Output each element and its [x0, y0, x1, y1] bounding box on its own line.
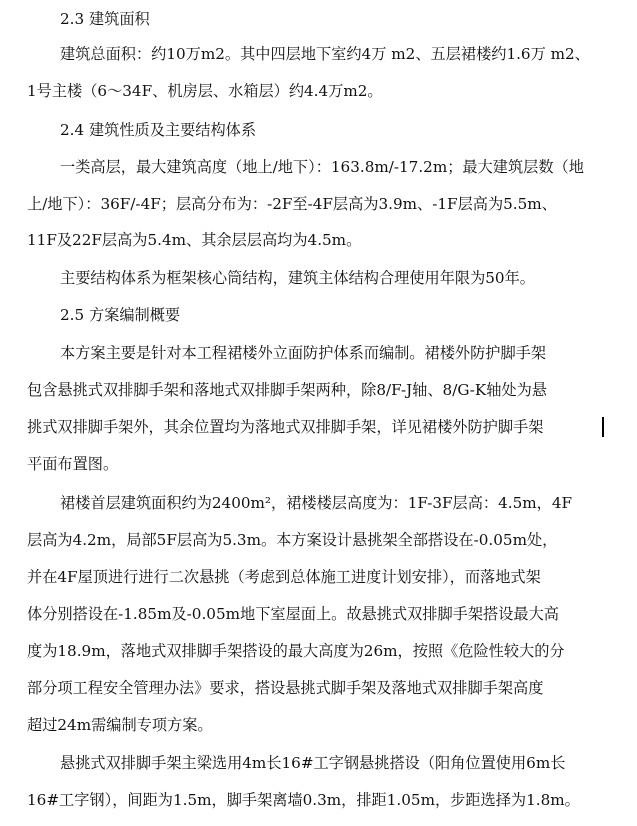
text-cursor	[602, 417, 604, 437]
paragraph-line: 11F及22F层高为5.4m、其余层层高均为4.5m。	[27, 231, 362, 249]
paragraph-line: 平面布置图。	[27, 455, 119, 473]
paragraph-line: 度为18.9m，落地式双排脚手架搭设的最大高度为26m，按照《危险性较大的分	[27, 642, 565, 660]
paragraph-line: 层高为4.2m，局部5F层高为5.3m。本方案设计悬挑架全部搭设在-0.05m处，	[27, 531, 558, 549]
paragraph-line: 主要结构体系为框架核心筒结构，建筑主体结构合理使用年限为50年。	[60, 269, 535, 287]
paragraph-line: 1号主楼（6～34F、机房层、水箱层）约4.4万m2。	[27, 82, 383, 100]
paragraph-line: 部分项工程安全管理办法》要求，搭设悬挑式脚手架及落地式双排脚手架高度	[27, 679, 544, 697]
paragraph-line: 悬挑式双排脚手架主梁选用4m长16#工字钢悬挑搭设（阳角位置使用6m长	[60, 754, 566, 772]
paragraph-line: 体分别搭设在-1.85m及-0.05m地下室屋面上。故悬挑式双排脚手架搭设最大高	[27, 605, 559, 623]
paragraph-line: 裙楼首层建筑面积约为2400m²，裙楼楼层高度为：1F-3F层高：4.5m，4F	[60, 494, 573, 512]
paragraph-line: 挑式双排脚手架外，其余位置均为落地式双排脚手架，详见裙楼外防护脚手架	[27, 418, 544, 436]
paragraph-line: 上/地下）：36F/-4F；层高分布为：-2F至-4F层高为3.9m、-1F层高为5.5m、	[27, 195, 557, 213]
paragraph-line: 本方案主要是针对本工程裙楼外立面防护体系而编制。裙楼外防护脚手架	[60, 344, 546, 362]
paragraph-line: 建筑总面积：约10万m2。其中四层地下室约4万 m2、五层裙楼约1.6万 m2、	[60, 45, 590, 63]
section-2-5-heading: 2.5 方案编制概要	[60, 306, 181, 324]
paragraph-line: 包含悬挑式双排脚手架和落地式双排脚手架两种，除8/F-J轴、8/G-K轴处为悬	[27, 381, 547, 399]
paragraph-line: 超过24m需编制专项方案。	[27, 716, 213, 734]
section-2-4-heading: 2.4 建筑性质及主要结构体系	[60, 121, 257, 139]
paragraph-line: 一类高层，最大建筑高度（地上/地下）：163.8m/-17.2m；最大建筑层数（地	[60, 158, 584, 176]
paragraph-line: 并在4F屋顶进行进行二次悬挑（考虑到总体施工进度计划安排），而落地式架	[27, 568, 541, 586]
section-2-3-heading: 2.3 建筑面积	[60, 10, 150, 28]
paragraph-line: 16#工字钢），间距为1.5m，脚手架离墙0.3m，排距1.05m，步距选择为1.8m。	[27, 791, 580, 809]
